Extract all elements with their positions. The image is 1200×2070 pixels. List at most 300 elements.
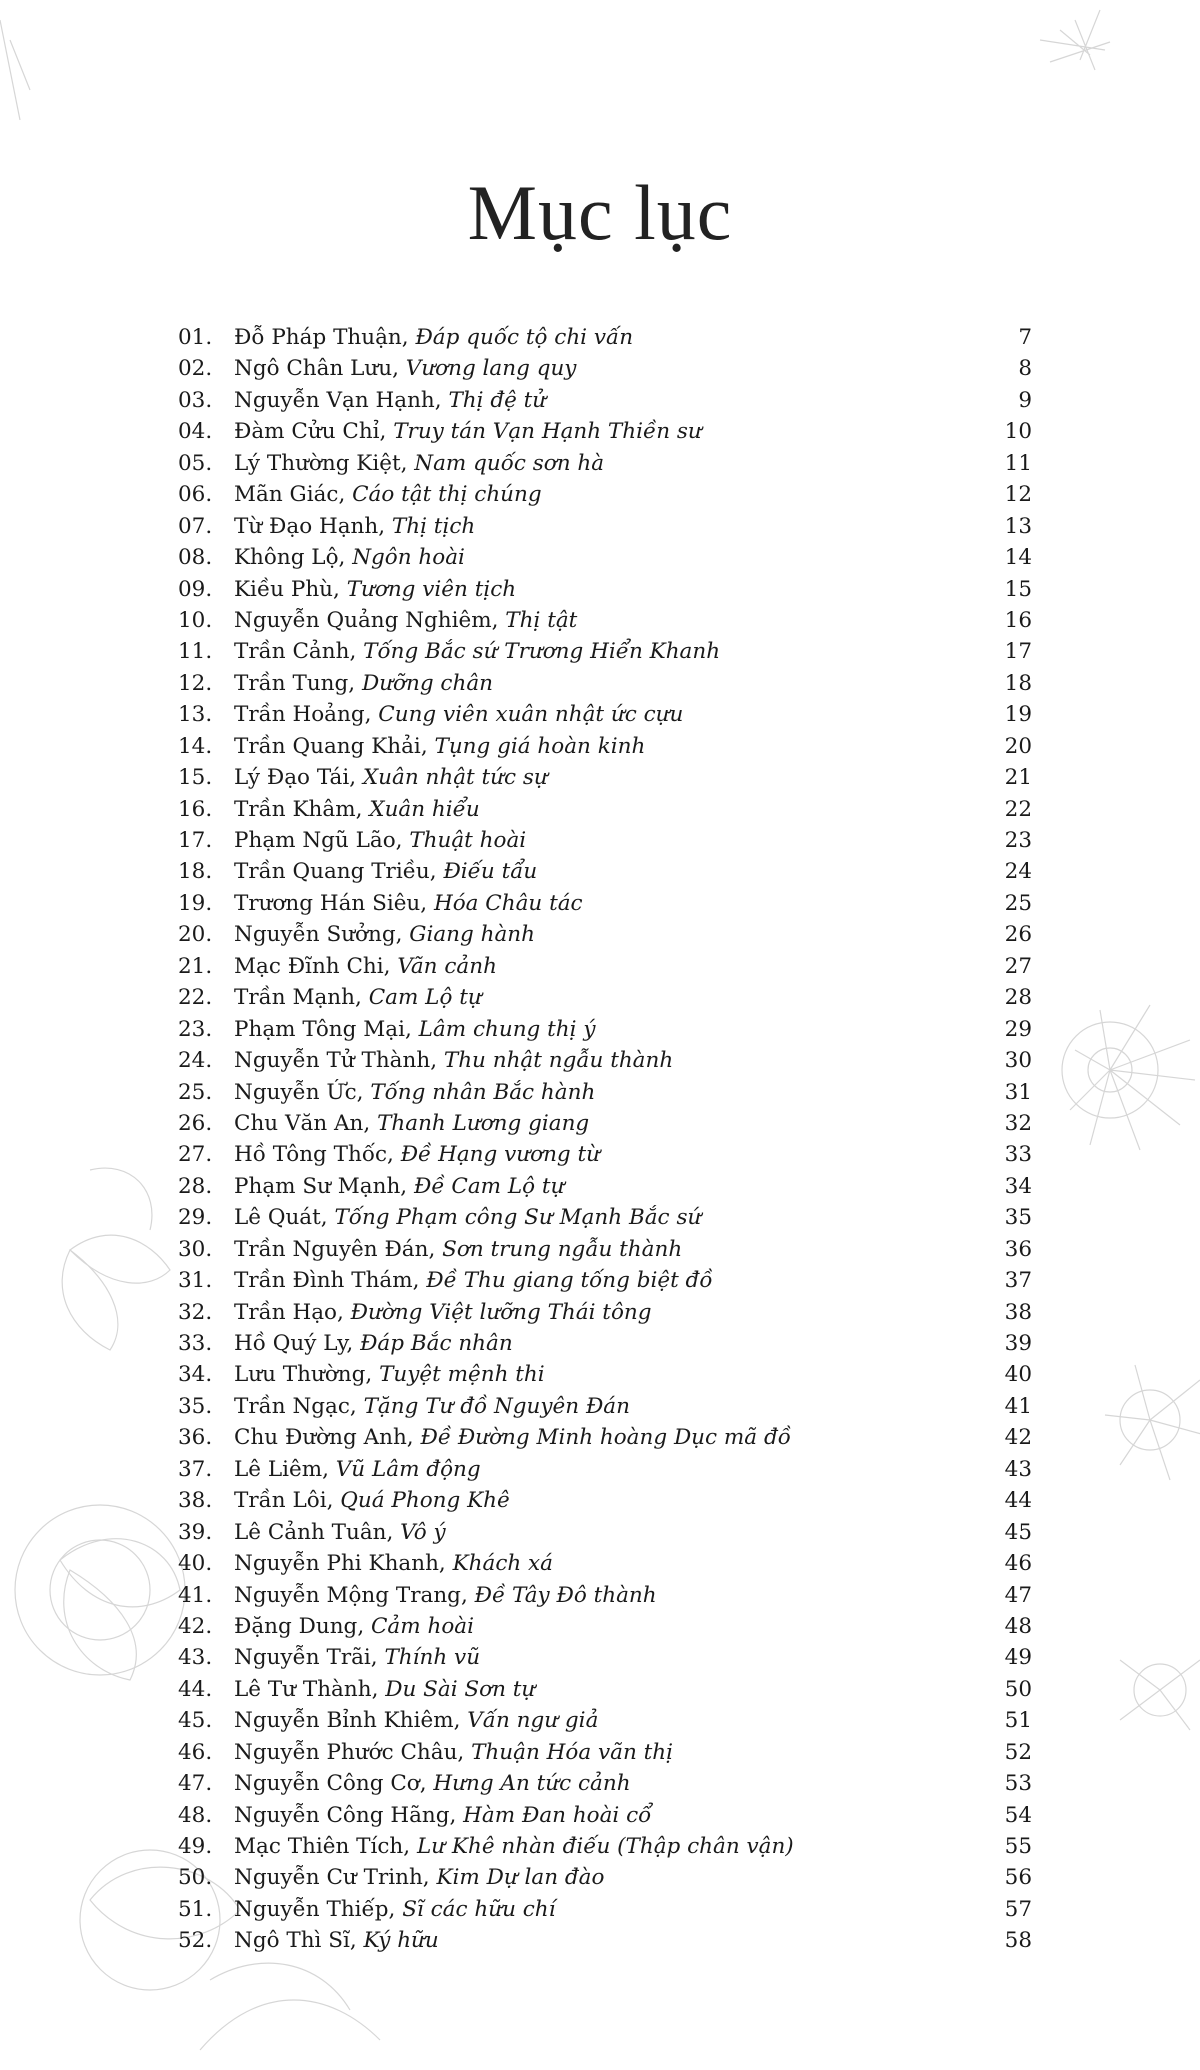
toc-entry[interactable] <box>178 794 1032 825</box>
entry-number: 44. <box>178 1676 213 1702</box>
entry-number: 41. <box>178 1582 213 1608</box>
toc-entry[interactable] <box>178 1925 1032 1956</box>
entry-separator: , <box>370 1645 385 1671</box>
entry-work-title: Đề Thu giang tống biệt đồ <box>426 1268 713 1294</box>
entry-author: Trần Tung <box>234 670 349 696</box>
entry-page-number: 27 <box>1004 953 1032 979</box>
entry-number: 40. <box>178 1551 213 1577</box>
entry-number: 36. <box>178 1425 213 1451</box>
entry-author: Trần Ngạc <box>234 1393 350 1419</box>
entry-work-title: Thị tịch <box>391 513 476 539</box>
entry-page-number: 37 <box>1004 1268 1032 1294</box>
entry-page-number: 18 <box>1004 670 1032 696</box>
table-of-contents <box>178 322 1032 1957</box>
entry-separator: , <box>355 985 369 1011</box>
entry-author: Kiều Phù <box>234 576 334 602</box>
entry-number: 24. <box>178 1048 213 1074</box>
toc-entry[interactable] <box>178 762 1032 793</box>
entry-page-number: 40 <box>1004 1362 1032 1388</box>
entry-page-number: 41 <box>1004 1393 1032 1419</box>
entry-separator: , <box>349 1393 364 1419</box>
toc-entry[interactable] <box>178 1422 1032 1453</box>
entry-page-number: 20 <box>1004 733 1032 759</box>
entry-separator: , <box>406 1425 421 1451</box>
entry-separator: , <box>395 828 410 853</box>
entry-separator: , <box>333 576 347 602</box>
toc-entry[interactable] <box>178 1737 1032 1768</box>
entry-work-title: Lư Khê nhàn điếu (Thập chân vận) <box>416 1834 794 1859</box>
entry-separator: , <box>388 1896 403 1922</box>
entry-author: Chu Văn An <box>234 1110 364 1136</box>
toc-entry[interactable] <box>178 1800 1032 1831</box>
entry-work-title: Xuân nhật tức sự <box>362 765 548 791</box>
entry-work-title: Đường Việt lưỡng Thái tông <box>350 1299 652 1325</box>
toc-entry[interactable] <box>178 322 1032 353</box>
entry-work-title: Thanh Lương giang <box>377 1110 590 1136</box>
entry-number: 47. <box>178 1771 213 1797</box>
entry-page-number: 10 <box>1004 419 1032 445</box>
entry-separator: , <box>379 419 394 445</box>
entry-page-number: 30 <box>1004 1048 1032 1074</box>
entry-author: Không Lộ <box>234 545 339 571</box>
entry-separator: , <box>392 356 406 382</box>
entry-separator: , <box>348 670 362 696</box>
entry-work-title: Tống nhân Bắc hành <box>370 1079 596 1105</box>
entry-work-title: Dưỡng chân <box>361 670 493 696</box>
toc-entry[interactable] <box>178 1202 1032 1233</box>
entry-separator: , <box>403 1834 417 1859</box>
entry-number: 33. <box>178 1331 213 1356</box>
entry-page-number: 25 <box>1004 890 1032 916</box>
entry-author: Nguyễn Bỉnh Khiêm <box>234 1708 454 1734</box>
entry-work-title: Hưng An tức cảnh <box>433 1771 631 1797</box>
entry-author: Lưu Thường <box>234 1362 366 1388</box>
entry-page-number: 50 <box>1004 1676 1032 1702</box>
entry-number: 49. <box>178 1834 213 1859</box>
entry-number: 07. <box>178 513 213 539</box>
entry-page-number: 35 <box>1004 1205 1032 1231</box>
entry-page-number: 56 <box>1004 1865 1032 1891</box>
entry-number: 19. <box>178 890 213 916</box>
entry-work-title: Thị đệ tử <box>448 387 547 413</box>
entry-number: 52. <box>178 1928 213 1954</box>
entry-number: 16. <box>178 796 213 822</box>
entry-number: 10. <box>178 607 213 633</box>
entry-page-number: 32 <box>1004 1110 1032 1136</box>
entry-separator: , <box>322 1456 336 1482</box>
entry-page-number: 34 <box>1004 1173 1032 1199</box>
entry-number: 18. <box>178 859 213 885</box>
entry-number: 46. <box>178 1739 213 1765</box>
entry-page-number: 38 <box>1004 1299 1032 1325</box>
entry-work-title: Đáp Bắc nhân <box>360 1331 513 1356</box>
entry-page-number: 31 <box>1004 1079 1032 1105</box>
toc-entry[interactable] <box>178 416 1032 447</box>
entry-author: Chu Đường Anh <box>234 1425 407 1451</box>
entry-number: 50. <box>178 1865 213 1891</box>
toc-entry[interactable] <box>178 1328 1032 1359</box>
entry-page-number: 21 <box>1004 765 1032 791</box>
toc-entry[interactable] <box>178 888 1032 919</box>
toc-entry[interactable] <box>178 1171 1032 1202</box>
entry-number: 35. <box>178 1393 213 1419</box>
entry-number: 27. <box>178 1142 213 1168</box>
entry-work-title: Thu nhật ngẫu thành <box>443 1048 674 1074</box>
entry-author: Trần Quang Khải <box>234 733 421 759</box>
entry-separator: , <box>346 1331 361 1356</box>
toc-entry[interactable] <box>178 1548 1032 1579</box>
entry-page-number: 39 <box>1004 1331 1032 1356</box>
entry-separator: , <box>320 1205 335 1231</box>
entry-page-number: 14 <box>1004 545 1032 571</box>
entry-page-number: 42 <box>1004 1425 1032 1451</box>
entry-number: 25. <box>178 1079 213 1105</box>
entry-work-title: Tụng giá hoàn kinh <box>434 733 646 759</box>
toc-entry[interactable] <box>178 385 1032 416</box>
entry-separator: , <box>383 953 398 979</box>
entry-page-number: 12 <box>1004 482 1032 508</box>
entry-author: Phạm Ngũ Lão <box>234 828 396 853</box>
entry-author: Phạm Tông Mại <box>234 1016 405 1042</box>
entry-page-number: 43 <box>1004 1456 1032 1482</box>
entry-number: 13. <box>178 702 213 728</box>
entry-work-title: Thị tật <box>505 607 578 633</box>
entry-number: 38. <box>178 1488 213 1514</box>
entry-separator: , <box>404 1016 419 1042</box>
entry-page-number: 7 <box>1018 325 1032 350</box>
entry-work-title: Truy tán Vạn Hạnh Thiền sư <box>393 419 702 445</box>
entry-work-title: Thính vũ <box>384 1645 481 1671</box>
entry-author: Mạc Thiên Tích <box>234 1834 404 1859</box>
toc-entry[interactable] <box>178 353 1032 384</box>
entry-author: Phạm Sư Mạnh <box>234 1173 401 1199</box>
entry-number: 31. <box>178 1268 213 1294</box>
entry-separator: , <box>337 1299 351 1325</box>
toc-entry[interactable] <box>178 1014 1032 1045</box>
entry-separator: , <box>356 1079 371 1105</box>
toc-entry[interactable] <box>178 1359 1032 1390</box>
entry-page-number: 22 <box>1004 796 1032 822</box>
toc-entry[interactable] <box>178 951 1032 982</box>
entry-author: Đàm Cửu Chỉ <box>234 419 380 445</box>
toc-entry[interactable] <box>178 636 1032 667</box>
toc-entry[interactable] <box>178 479 1032 510</box>
entry-work-title: Sơn trung ngẫu thành <box>442 1236 683 1262</box>
entry-separator: , <box>453 1708 468 1734</box>
entry-separator: , <box>378 513 392 539</box>
entry-number: 30. <box>178 1236 213 1262</box>
entry-page-number: 55 <box>1004 1834 1032 1859</box>
entry-author: Hồ Tông Thốc <box>234 1142 388 1168</box>
entry-page-number: 17 <box>1004 639 1032 665</box>
entry-number: 48. <box>178 1802 213 1828</box>
entry-separator: , <box>428 1236 443 1262</box>
toc-entry[interactable] <box>178 1297 1032 1328</box>
entry-author: Trần Mạnh <box>234 985 356 1011</box>
entry-number: 08. <box>178 545 213 571</box>
entry-page-number: 29 <box>1004 1016 1032 1042</box>
entry-work-title: Vương lang quy <box>405 356 577 382</box>
entry-page-number: 33 <box>1004 1142 1032 1168</box>
entry-work-title: Cảm hoài <box>370 1613 474 1639</box>
entry-work-title: Cáo tật thị chúng <box>352 482 542 508</box>
entry-work-title: Sĩ các hữu chí <box>402 1896 556 1922</box>
entry-number: 26. <box>178 1110 213 1136</box>
entry-separator: , <box>357 1613 371 1639</box>
entry-author: Ngô Chân Lưu <box>234 356 393 382</box>
entry-number: 09. <box>178 576 213 602</box>
entry-author: Hồ Quý Ly <box>234 1331 347 1356</box>
entry-number: 51. <box>178 1896 213 1922</box>
entry-work-title: Đáp quốc tộ chi vấn <box>415 325 634 350</box>
entry-separator: , <box>349 765 363 791</box>
entry-number: 28. <box>178 1173 213 1199</box>
entry-number: 15. <box>178 765 213 791</box>
entry-number: 20. <box>178 922 213 948</box>
entry-separator: , <box>460 1582 475 1608</box>
toc-entry[interactable] <box>178 1674 1032 1705</box>
entry-number: 37. <box>178 1456 213 1482</box>
toc-entry[interactable] <box>178 448 1032 479</box>
entry-separator: , <box>338 545 353 571</box>
entry-page-number: 53 <box>1004 1771 1032 1797</box>
entry-author: Trần Đình Thám <box>234 1268 413 1294</box>
toc-entry[interactable] <box>178 1705 1032 1736</box>
entry-number: 42. <box>178 1613 213 1639</box>
entry-author: Nguyễn Công Hãng <box>234 1802 450 1828</box>
entry-work-title: Lâm chung thị ý <box>418 1016 596 1042</box>
entry-work-title: Cam Lộ tự <box>368 985 482 1011</box>
entry-author: Lê Tư Thành <box>234 1676 372 1702</box>
toc-entry[interactable] <box>178 668 1032 699</box>
entry-separator: , <box>401 325 416 350</box>
entry-page-number: 9 <box>1018 387 1032 413</box>
toc-entry[interactable] <box>178 825 1032 856</box>
entry-work-title: Điếu tẩu <box>443 859 538 885</box>
entry-page-number: 23 <box>1004 828 1032 853</box>
entry-author: Đặng Dung <box>234 1613 358 1639</box>
entry-author: Trần Lôi <box>234 1488 327 1514</box>
toc-entry[interactable] <box>178 574 1032 605</box>
entry-number: 06. <box>178 482 213 508</box>
toc-entry[interactable] <box>178 1611 1032 1642</box>
entry-separator: , <box>419 1771 434 1797</box>
entry-work-title: Thuật hoài <box>409 828 527 853</box>
entry-page-number: 46 <box>1004 1551 1032 1577</box>
entry-author: Trương Hán Siêu <box>234 890 421 916</box>
entry-work-title: Đề Đường Minh hoàng Dục mã đồ <box>420 1425 791 1451</box>
entry-work-title: Đề Hạng vương từ <box>400 1142 600 1168</box>
toc-entry[interactable] <box>178 731 1032 762</box>
toc-entry[interactable] <box>178 856 1032 887</box>
entry-separator: , <box>491 607 506 633</box>
entry-author: Nguyễn Ức <box>234 1079 357 1105</box>
entry-work-title: Ký hữu <box>363 1928 439 1954</box>
entry-number: 17. <box>178 828 213 853</box>
entry-number: 34. <box>178 1362 213 1388</box>
entry-number: 23. <box>178 1016 213 1042</box>
entry-number: 04. <box>178 419 213 445</box>
entry-separator: , <box>364 702 379 728</box>
entry-separator: , <box>430 1048 444 1074</box>
toc-entry[interactable] <box>178 1894 1032 1925</box>
entry-separator: , <box>326 1488 341 1514</box>
entry-number: 21. <box>178 953 213 979</box>
toc-entry[interactable] <box>178 1391 1032 1422</box>
entry-work-title: Vũ Lâm động <box>335 1456 481 1482</box>
entry-author: Mãn Giác <box>234 482 339 508</box>
entry-number: 39. <box>178 1519 213 1545</box>
entry-author: Từ Đạo Hạnh <box>234 513 379 539</box>
entry-page-number: 36 <box>1004 1236 1032 1262</box>
entry-page-number: 16 <box>1004 607 1032 633</box>
entry-page-number: 57 <box>1004 1896 1032 1922</box>
toc-entry[interactable] <box>178 1139 1032 1170</box>
entry-number: 12. <box>178 670 213 696</box>
entry-separator: , <box>363 1110 378 1136</box>
entry-separator: , <box>400 1173 414 1199</box>
entry-work-title: Quá Phong Khê <box>340 1488 510 1514</box>
entry-number: 29. <box>178 1205 213 1231</box>
entry-work-title: Tống Bắc sứ Trương Hiển Khanh <box>363 639 721 665</box>
entry-author: Nguyễn Công Cơ <box>234 1771 420 1797</box>
entry-number: 32. <box>178 1299 213 1325</box>
entry-separator: , <box>420 890 434 916</box>
entry-number: 05. <box>178 450 213 476</box>
entry-number: 43. <box>178 1645 213 1671</box>
entry-page-number: 45 <box>1004 1519 1032 1545</box>
entry-author: Trần Khâm <box>234 796 356 822</box>
entry-work-title: Thuận Hóa vãn thị <box>471 1739 673 1765</box>
entry-separator: , <box>355 796 370 822</box>
entry-work-title: Đề Tây Đô thành <box>474 1582 657 1608</box>
entry-separator: , <box>338 482 353 508</box>
entry-page-number: 44 <box>1004 1488 1032 1514</box>
entry-separator: , <box>457 1739 472 1765</box>
entry-author: Mạc Đĩnh Chi <box>234 953 384 979</box>
toc-entry[interactable] <box>178 1517 1032 1548</box>
entry-author: Trần Cảnh <box>234 639 350 665</box>
entry-work-title: Cung viên xuân nhật ức cựu <box>378 702 684 728</box>
entry-work-title: Tống Phạm công Sư Mạnh Bắc sứ <box>334 1205 702 1231</box>
toc-entry[interactable] <box>178 1768 1032 1799</box>
toc-entry[interactable] <box>178 1077 1032 1108</box>
entry-number: 22. <box>178 985 213 1011</box>
entry-number: 45. <box>178 1708 213 1734</box>
page-title: Mục lục <box>467 169 733 256</box>
entry-separator: , <box>412 1268 427 1294</box>
entry-work-title: Vấn ngư giả <box>467 1708 599 1734</box>
entry-author: Lý Thường Kiệt <box>234 450 401 476</box>
entry-separator: , <box>395 922 410 948</box>
entry-separator: , <box>371 1676 386 1702</box>
toc-entry[interactable] <box>178 982 1032 1013</box>
entry-work-title: Xuân hiểu <box>369 796 480 822</box>
entry-author: Lê Cảnh Tuân <box>234 1519 387 1545</box>
entry-work-title: Du Sài Sơn tự <box>385 1676 536 1702</box>
entry-author: Trần Quang Triều <box>234 859 430 885</box>
entry-work-title: Hóa Châu tác <box>433 890 583 916</box>
toc-entry[interactable] <box>178 699 1032 730</box>
entry-author: Lý Đạo Tái <box>234 765 350 791</box>
entry-separator: , <box>349 639 364 665</box>
toc-entry[interactable] <box>178 511 1032 542</box>
entry-work-title: Giang hành <box>409 922 535 948</box>
toc-entry[interactable] <box>178 1045 1032 1076</box>
entry-author: Trần Hoảng <box>234 702 365 728</box>
entry-separator: , <box>386 1519 401 1545</box>
toc-entry[interactable] <box>178 1485 1032 1516</box>
entry-work-title: Hàm Đan hoài cổ <box>463 1802 652 1828</box>
entry-page-number: 47 <box>1004 1582 1032 1608</box>
entry-separator: , <box>449 1802 464 1828</box>
entry-page-number: 48 <box>1004 1613 1032 1639</box>
entry-number: 03. <box>178 387 213 413</box>
entry-page-number: 19 <box>1004 702 1032 728</box>
entry-page-number: 54 <box>1004 1802 1032 1828</box>
toc-entry[interactable] <box>178 1108 1032 1139</box>
toc-entry[interactable] <box>178 1454 1032 1485</box>
entry-separator: , <box>387 1142 401 1168</box>
entry-separator: , <box>420 733 435 759</box>
entry-author: Nguyễn Trãi <box>234 1645 371 1671</box>
entry-author: Nguyễn Phước Châu <box>234 1739 458 1765</box>
toc-entry[interactable] <box>178 1234 1032 1265</box>
entry-work-title: Khách xá <box>452 1551 553 1577</box>
entry-work-title: Vãn cảnh <box>397 953 497 979</box>
entry-work-title: Tuyệt mệnh thi <box>379 1362 545 1388</box>
toc-entry[interactable] <box>178 1862 1032 1893</box>
entry-author: Trần Nguyên Đán <box>234 1236 429 1262</box>
entry-page-number: 51 <box>1004 1708 1032 1734</box>
entry-author: Nguyễn Quảng Nghiêm <box>234 607 492 633</box>
toc-entry[interactable] <box>178 1642 1032 1673</box>
entry-author: Trần Hạo <box>234 1299 337 1325</box>
entry-page-number: 8 <box>1018 356 1032 382</box>
entry-author: Lê Liêm <box>234 1456 323 1482</box>
toc-entry[interactable] <box>178 1580 1032 1611</box>
entry-page-number: 28 <box>1004 985 1032 1011</box>
entry-author: Lê Quát <box>234 1205 321 1231</box>
entry-separator: , <box>365 1362 380 1388</box>
toc-entry[interactable] <box>178 1265 1032 1296</box>
entry-page-number: 52 <box>1004 1739 1032 1765</box>
entry-author: Nguyễn Phi Khanh <box>234 1551 439 1577</box>
entry-separator: , <box>438 1551 453 1577</box>
entry-work-title: Tặng Tư đồ Nguyên Đán <box>363 1393 630 1419</box>
entry-work-title: Kim Dự lan đào <box>436 1865 605 1891</box>
entry-separator: , <box>429 859 444 885</box>
entry-page-number: 58 <box>1004 1928 1032 1954</box>
toc-entry[interactable] <box>178 919 1032 950</box>
entry-separator: , <box>349 1928 364 1954</box>
entry-number: 11. <box>178 639 213 665</box>
entry-page-number: 11 <box>1004 450 1032 476</box>
toc-entry[interactable] <box>178 1831 1032 1862</box>
entry-work-title: Nam quốc sơn hà <box>414 450 605 476</box>
toc-entry[interactable] <box>178 605 1032 636</box>
entry-work-title: Đề Cam Lộ tự <box>413 1173 565 1199</box>
entry-author: Nguyễn Mộng Trang <box>234 1582 461 1608</box>
entry-work-title: Ngôn hoài <box>352 545 465 571</box>
entry-number: 14. <box>178 733 213 759</box>
toc-entry[interactable] <box>178 542 1032 573</box>
entry-number: 02. <box>178 356 213 382</box>
entry-author: Nguyễn Thiếp <box>234 1896 389 1922</box>
entry-separator: , <box>422 1865 437 1891</box>
entry-page-number: 24 <box>1004 859 1032 885</box>
entry-work-title: Tương viên tịch <box>346 576 517 602</box>
